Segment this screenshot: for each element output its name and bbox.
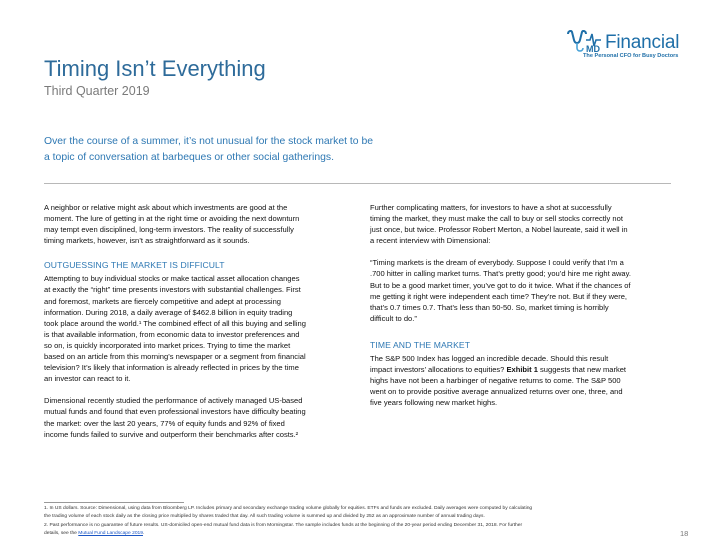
- text-line: timing markets, however, isn’t as straightforward as it sounds.: [44, 236, 250, 246]
- page-number: 18: [680, 529, 689, 538]
- exhibit-reference: Exhibit 1: [506, 365, 538, 375]
- text-line: [370, 364, 675, 375]
- left-column: [44, 202, 346, 440]
- logo-md-letters: MD: [586, 44, 600, 54]
- text-line: “Timing markets is the dream of everybody. Suppose I could verify that I’m a: [370, 258, 624, 268]
- footnote-text: .: [142, 531, 145, 537]
- text-line: Dimensional recently studied the performance of actively managed US-based: [44, 396, 303, 406]
- text-fragment: suggests that new market: [537, 365, 627, 375]
- logo-tagline: The Personal CFO for Busy Doctors: [583, 53, 679, 59]
- text-line: The S&P 500 Index has logged an incredible decade. Should this result: [370, 353, 609, 363]
- footnote-text: details, see the: [44, 531, 79, 537]
- text-line: television? It’s likely that information is already reflected in prices by the time: [44, 363, 299, 373]
- section-heading-outguessing: OUTGUESSING THE MARKET IS DIFFICULT: [44, 260, 225, 271]
- intro-line: Over the course of a summer, it’s not unusual for the stock market to be: [44, 136, 373, 147]
- mutual-fund-landscape-link[interactable]: Mutual Fund Landscape 2019: [78, 531, 143, 537]
- text-line: moment. The lure of getting in at the right time or avoiding the next downturn: [44, 214, 300, 224]
- text-line: may tempt even disciplined, long-term investors. The reality of successfully: [44, 225, 294, 235]
- section-divider: [44, 183, 671, 184]
- text-line: is that available information, from economic data to investor preferences and: [44, 329, 300, 339]
- text-line: difficult to do.”: [370, 313, 417, 323]
- intro-line: a topic of conversation at barbeques or other social gatherings.: [44, 152, 334, 163]
- page-subtitle: Third Quarter 2019: [44, 84, 150, 98]
- text-line: timing the market, they must make the call to buy or sell stocks correctly not: [370, 214, 623, 224]
- text-line: .700 hitter in calling market turns. That’s pretty good; you’d hire me right away.: [370, 269, 631, 279]
- right-column: [370, 202, 675, 408]
- text-line: and foremost, markets are fiercely competitive and adept at processing: [44, 296, 282, 306]
- text-line: at exactly the “right” time presents investors with substantial challenges. First: [44, 285, 301, 295]
- text-line: that’s 0.7 times 0.7. That’s less than 50-50. So, market timing is horribly: [370, 302, 609, 312]
- company-logo: [566, 30, 696, 66]
- text-line: so on, is quickly incorporated into market prices. Trying to time the market: [44, 340, 291, 350]
- section-heading-time-and-market: TIME AND THE MARKET: [370, 339, 471, 350]
- footnote-line: the trading volume of each stock daily as the closing price multiplied by shares traded that day. All such trading volume is summed up and divided by 252 as an approximate number of annual trading days.: [44, 514, 485, 520]
- paragraph-complicating: [370, 202, 675, 246]
- text-line: based on an article from this morning’s newspaper or a segment from financial: [44, 352, 306, 362]
- text-line: took place around the world.¹ The combined effect of all this buying and selling: [44, 318, 306, 328]
- text-line: But to be a good market timer, you’ve got to do it twice. What if the chances of: [370, 280, 631, 290]
- text-line: a recent interview with Dimensional:: [370, 236, 491, 246]
- intro-text: [44, 134, 424, 166]
- footnote-line: 2. Past performance is no guarantee of future results. US-domiciled open-end mutual fund data is from Morningstar. The sample includes funds at the beginning of the 20-year period ending December 31, 2018. For further: [44, 522, 523, 528]
- logo-brand-name: Financial: [605, 32, 680, 53]
- paragraph-intro: [44, 202, 346, 246]
- text-line: Attempting to buy individual stocks or make tactical asset allocation changes: [44, 274, 300, 284]
- paragraph-sp500: [370, 353, 675, 408]
- text-line: income funds failed to survive and outperform their benchmarks after costs.²: [44, 429, 299, 439]
- text-line: just once, but twice. Professor Robert Merton, a Nobel laureate, said it well in: [370, 225, 628, 235]
- text-line: an investor can react to it.: [44, 374, 131, 384]
- paragraph-outguessing: [44, 273, 346, 384]
- text-line: the market: over the last 20 years, 77% of equity funds and 92% of fixed: [44, 418, 285, 428]
- text-line: five years following new market highs.: [370, 398, 498, 408]
- text-line: mutual funds and found that even professional investors have difficulty beating: [44, 407, 306, 417]
- text-line: Further complicating matters, for investors to have a shot at successfully: [370, 203, 612, 212]
- text-line: highs have not been a harbinger of negative returns to come. The S&P 500: [370, 376, 621, 386]
- quote-merton: [370, 257, 675, 324]
- text-line: information. During 2018, a daily average of $462.8 billion in equity trading: [44, 307, 293, 317]
- text-line: me getting it right were independent each time? They’re not. But if they were,: [370, 291, 628, 301]
- footnote-line: 1. In US dollars. Source: Dimensional, using data from Bloomberg LP. Includes primary and secondary exchange trading volume globally for equities. ETFs and funds are excluded. Daily averages were computed by calculating: [44, 506, 533, 511]
- footnotes: [44, 505, 670, 539]
- paragraph-dimensional-study: [44, 395, 346, 439]
- footnote-divider: [44, 502, 184, 503]
- text-line: went on to provide positive average annualized returns over one, three, and: [370, 387, 623, 397]
- text-line: A neighbor or relative might ask about which investments are good at the: [44, 203, 288, 212]
- heartbeat-stethoscope-logo-icon: [566, 30, 602, 54]
- footnote-line: [44, 530, 670, 538]
- text-fragment: impact investors’ allocations to equities?: [370, 365, 507, 375]
- page-title: Timing Isn’t Everything: [44, 56, 266, 81]
